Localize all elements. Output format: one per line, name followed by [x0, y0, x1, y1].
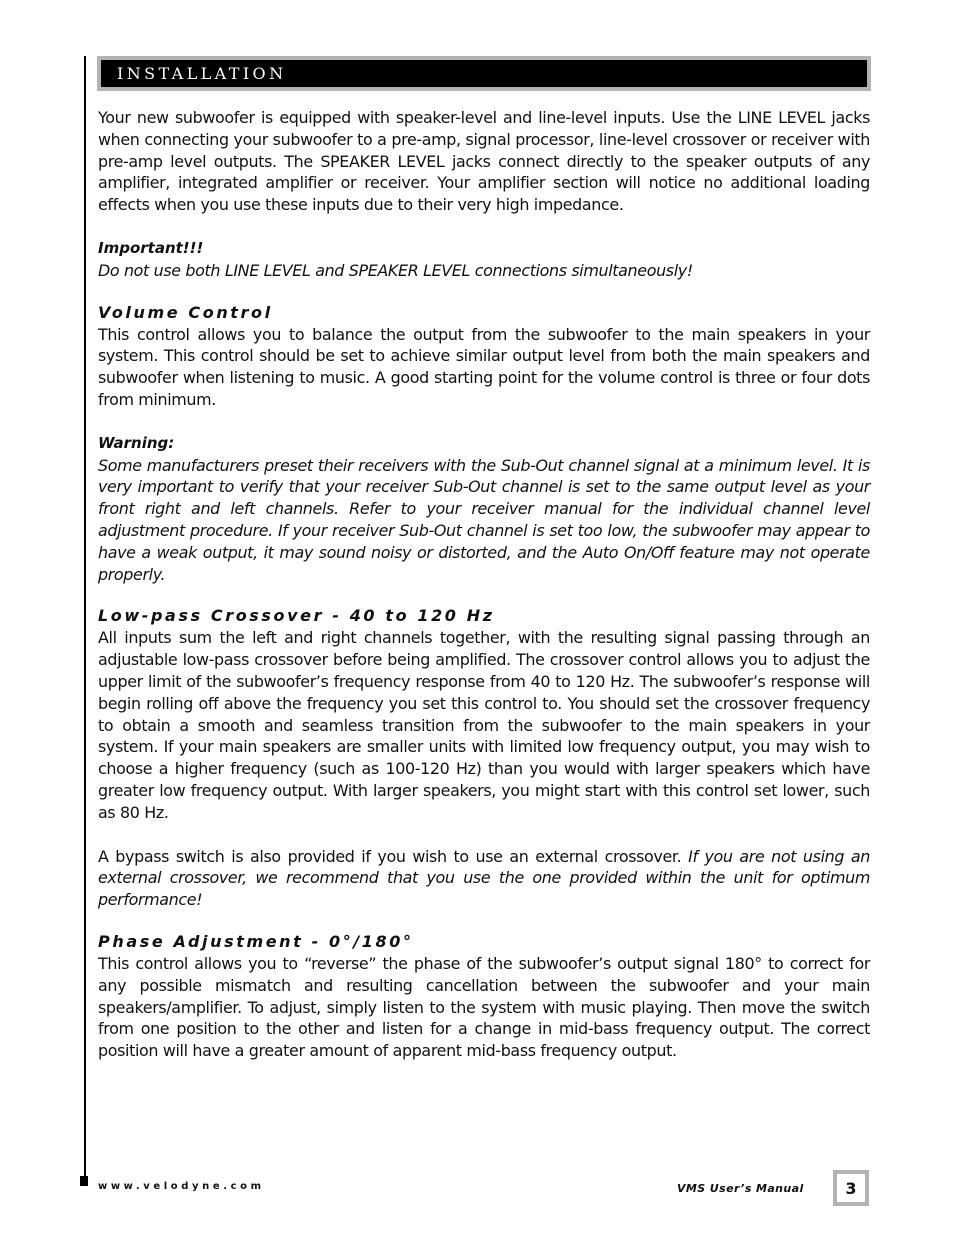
- volume-control-text: This control allows you to balance the output from the subwoofer to the main speakers in your system. This control should be set to achieve similar output level from both the main speakers and subwoofer when listening to music. A good starting point for the volume control is three or four dots from minimum.: [98, 324, 870, 409]
- section-title: INSTALLATION: [117, 64, 287, 83]
- intro-paragraph: Your new subwoofer is equipped with speaker-level and line-level inputs. Use the LINE LEVEL jacks when connecting your subwoofer to a pre-amp, signal processor, line-level crossover or receiver with pre-amp level outputs. The SPEAKER LEVEL jacks connect directly to the speaker outputs of any amplifier, integrated amplifier or receiver. Your amplifier section will notice no additional loading effects when you use these inputs due to their very high impedance.: [98, 108, 870, 215]
- crossover-heading: Low-pass Crossover - 40 to 120 Hz: [98, 606, 495, 626]
- bypass-italic-text: If you are not using an external crossover, we recommend that you use the one provided within the unit for optimum performance!: [98, 846, 870, 910]
- page-content: [98, 107, 870, 1062]
- section-header: [97, 56, 871, 91]
- important-text: Do not use both LINE LEVEL and SPEAKER LEVEL connections simultaneously!: [98, 260, 693, 280]
- left-margin-marker: [80, 1176, 88, 1186]
- page-number-box: [833, 1170, 869, 1206]
- warning-label: Warning:: [98, 433, 175, 452]
- page-number: 3: [837, 1174, 865, 1202]
- bypass-text: A bypass switch is also provided if you wish to use an external crossover.: [98, 846, 689, 866]
- phase-text: This control allows you to “reverse” the phase of the subwoofer’s output signal 180° to correct for any possible mismatch and resulting cancellation between the subwoofer and your main speakers/amplifier. To adjust, simply listen to the system with music playing. Then move the switch from one position to the other and listen for a change in mid-bass frequency output. The correct position will have a greater amount of apparent mid-bass frequency output.: [98, 953, 870, 1061]
- important-label: Important!!!: [98, 238, 204, 257]
- crossover-text: All inputs sum the left and right channels together, with the resulting signal passing through an adjustable low-pass crossover before being amplified. The crossover control allows you to adjust the upper limit of the subwoofer’s frequency response from 40 to 120 Hz. The subwoofer’s response will begin rolling off above the frequency you set this control to. You should set the crossover frequency to obtain a smooth and seamless transition from the subwoofer to the main speakers in your system. If your main speakers are smaller units with limited low frequency output, you may wish to choose a higher frequency (such as 100-120 Hz) than you would with larger speakers which have greater low frequency output. With larger speakers, you might start with this control set lower, such as 80 Hz.: [98, 628, 870, 822]
- left-margin-rule: [84, 56, 86, 1184]
- bypass-paragraph: [98, 846, 870, 911]
- footer-manual-title: VMS User’s Manual: [677, 1182, 804, 1195]
- footer-url: www.velodyne.com: [98, 1181, 265, 1192]
- warning-text: Some manufacturers preset their receivers with the Sub-Out channel signal at a minimum level. It is very important to verify that your receiver Sub-Out channel is set to the same output level as your front right and left channels. Refer to your receiver manual for the individual channel level adjustment procedure. If your receiver Sub-Out channel is set too low, the subwoofer may appear to have a weak output, it may sound noisy or distorted, and the Auto On/Off feature may not operate properly.: [98, 455, 870, 584]
- section-header-bar: [101, 60, 867, 87]
- phase-heading: Phase Adjustment - 0°/180°: [98, 931, 414, 951]
- volume-control-heading: Volume Control: [98, 302, 273, 322]
